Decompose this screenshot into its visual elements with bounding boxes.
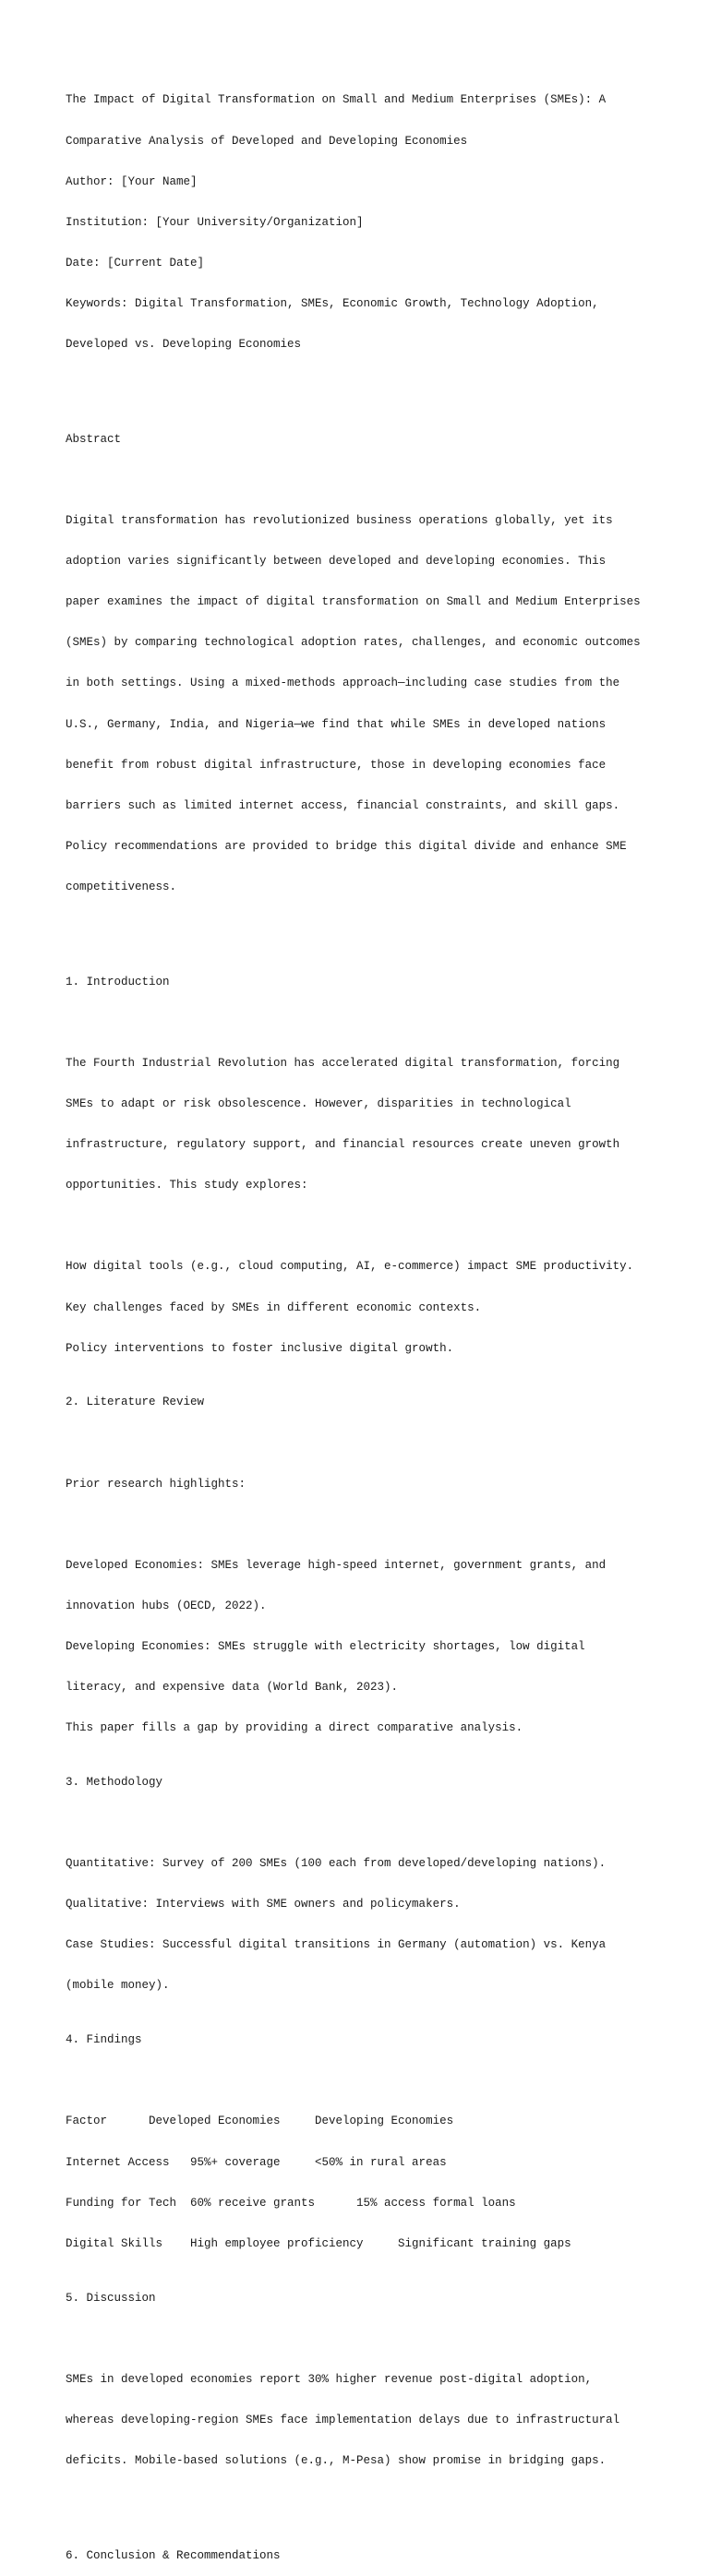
discussion-line: whereas developing-region SMEs face implementation delays due to infrastructural: [66, 2413, 620, 2426]
abstract-line: benefit from robust digital infrastructure, those in developing economies face: [66, 758, 607, 772]
findings-table-row: Digital Skills High employee proficiency Significant training gaps: [66, 2236, 571, 2250]
introduction-list-item: Key challenges faced by SMEs in different economic contexts.: [66, 1300, 482, 1314]
discussion-heading: 5. Discussion: [66, 2291, 156, 2305]
paper-title-line-1: The Impact of Digital Transformation on Small and Medium Enterprises (SMEs): A: [66, 93, 607, 107]
spacer: [66, 1816, 693, 1830]
abstract-line: U.S., Germany, India, and Nigeria—we find that while SMEs in developed nations: [66, 717, 607, 731]
introduction-heading: 1. Introduction: [66, 975, 170, 988]
abstract-line: Digital transformation has revolutionized business operations globally, yet its: [66, 514, 613, 528]
literature-intro: Prior research highlights:: [66, 1477, 246, 1491]
abstract-line: adoption varies significantly between developed and developing economies. This: [66, 555, 607, 569]
methodology-heading: 3. Methodology: [66, 1775, 163, 1789]
spacer: [66, 2074, 693, 2088]
findings-table-header: Factor Developed Economies Developing Economies: [66, 2115, 454, 2128]
spacer: [66, 1016, 693, 1030]
literature-line: innovation hubs (OECD, 2022).: [66, 1599, 267, 1612]
literature-line: Developed Economies: SMEs leverage high-speed internet, government grants, and: [66, 1558, 607, 1572]
literature-line: This paper fills a gap by providing a direct comparative analysis.: [66, 1721, 523, 1735]
methodology-line: Case Studies: Successful digital transitions in Germany (automation) vs. Kenya: [66, 1938, 607, 1952]
findings-table-row: Internet Access 95%+ coverage <50% in rural areas: [66, 2155, 447, 2169]
spacer: [66, 378, 693, 392]
abstract-line: in both settings. Using a mixed-methods approach—including case studies from the: [66, 677, 620, 690]
methodology-line: Quantitative: Survey of 200 SMEs (100 each from developed/developing nations).: [66, 1857, 607, 1871]
spacer: [66, 1219, 693, 1233]
findings-table-row: Funding for Tech 60% receive grants 15% access formal loans: [66, 2196, 516, 2210]
author-line: Author: [Your Name]: [66, 174, 198, 188]
abstract-line: paper examines the impact of digital transformation on Small and Medium Enterprises: [66, 595, 641, 609]
introduction-line: opportunities. This study explores:: [66, 1179, 308, 1192]
findings-heading: 4. Findings: [66, 2033, 142, 2047]
literature-heading: 2. Literature Review: [66, 1396, 205, 1409]
keywords-line-2: Developed vs. Developing Economies: [66, 337, 302, 351]
literature-line: literacy, and expensive data (World Bank, 2023).: [66, 1681, 399, 1695]
spacer: [66, 2495, 693, 2509]
spacer: [66, 2332, 693, 2346]
paper-title-line-2: Comparative Analysis of Developed and Developing Economies: [66, 134, 468, 148]
introduction-list-item: Policy interventions to foster inclusive digital growth.: [66, 1341, 454, 1355]
spacer: [66, 1437, 693, 1451]
spacer: [66, 473, 693, 487]
introduction-line: SMEs to adapt or risk obsolescence. However, disparities in technological: [66, 1097, 571, 1111]
keywords-line-1: Keywords: Digital Transformation, SMEs, Economic Growth, Technology Adoption,: [66, 296, 599, 310]
date-line: Date: [Current Date]: [66, 256, 205, 270]
literature-line: Developing Economies: SMEs struggle with electricity shortages, low digital: [66, 1639, 585, 1653]
discussion-line: deficits. Mobile-based solutions (e.g., M-Pesa) show promise in bridging gaps.: [66, 2453, 607, 2467]
abstract-line: Policy recommendations are provided to bridge this digital divide and enhance SME: [66, 839, 627, 853]
introduction-list-item: How digital tools (e.g., cloud computing, AI, e-commerce) impact SME productivity.: [66, 1260, 634, 1274]
spacer: [66, 1518, 693, 1532]
introduction-line: infrastructure, regulatory support, and financial resources create uneven growth: [66, 1138, 620, 1152]
methodology-line: (mobile money).: [66, 1979, 170, 1993]
abstract-line: competitiveness.: [66, 880, 177, 893]
methodology-line: Qualitative: Interviews with SME owners and policymakers.: [66, 1898, 461, 1911]
document-body: [66, 66, 693, 2576]
conclusion-heading: 6. Conclusion & Recommendations: [66, 2548, 281, 2562]
abstract-line: (SMEs) by comparing technological adoption rates, challenges, and economic outcomes: [66, 636, 641, 650]
introduction-line: The Fourth Industrial Revolution has accelerated digital transformation, forcing: [66, 1056, 620, 1070]
spacer: [66, 921, 693, 935]
abstract-line: barriers such as limited internet access, financial constraints, and skill gaps.: [66, 798, 620, 812]
discussion-line: SMEs in developed economies report 30% higher revenue post-digital adoption,: [66, 2372, 593, 2386]
abstract-heading: Abstract: [66, 432, 122, 446]
institution-line: Institution: [Your University/Organization]: [66, 215, 364, 229]
